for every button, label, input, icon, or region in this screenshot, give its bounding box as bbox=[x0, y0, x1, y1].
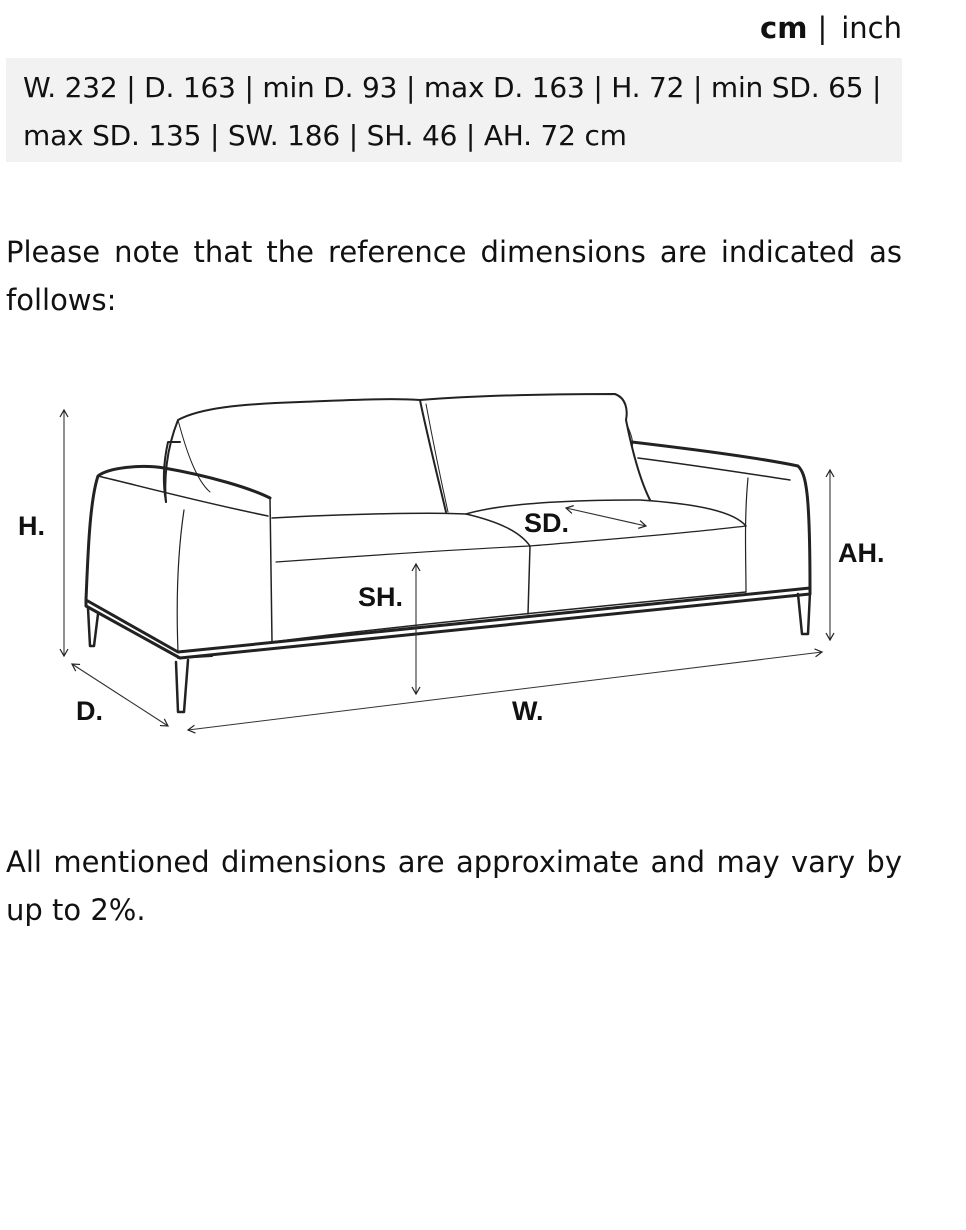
label-height: H. bbox=[18, 511, 45, 541]
dimensions-line-2: max SD. 135 | SW. 186 | SH. 46 | AH. 72 cm bbox=[23, 119, 627, 152]
label-arm-height: AH. bbox=[838, 538, 885, 568]
sofa-illustration bbox=[86, 394, 810, 712]
right-arm bbox=[632, 442, 810, 590]
leg-right bbox=[798, 592, 810, 634]
unit-separator: | bbox=[817, 11, 828, 45]
unit-cm-option[interactable]: cm bbox=[760, 11, 808, 45]
label-width: W. bbox=[512, 696, 544, 726]
reference-note: Please note that the reference dimensions are indicated as follows: bbox=[6, 235, 902, 317]
label-depth: D. bbox=[76, 696, 103, 726]
seat-cushion-right bbox=[466, 500, 746, 526]
dimension-lines bbox=[64, 410, 830, 730]
approximate-note: All mentioned dimensions are approximate and may vary by up to 2%. bbox=[6, 845, 902, 927]
dimensions-line-1: W. 232 | D. 163 | min D. 93 | max D. 163 | H. 72 | min SD. 65 | bbox=[23, 71, 882, 104]
label-seat-height: SH. bbox=[358, 582, 404, 612]
unit-toggle bbox=[760, 10, 902, 46]
label-seat-depth: SD. bbox=[524, 508, 570, 538]
leg-back-left bbox=[88, 608, 98, 646]
sofa-base bbox=[86, 588, 810, 658]
leg-front-left bbox=[176, 660, 188, 712]
dimensions-box bbox=[6, 58, 902, 162]
back-cushion-left bbox=[165, 399, 446, 512]
back-cushion-right bbox=[420, 394, 650, 500]
sofa-dimension-diagram bbox=[0, 380, 966, 750]
width-arrow bbox=[188, 652, 822, 730]
unit-inch-option[interactable]: inch bbox=[841, 11, 902, 45]
seat-depth-arrow bbox=[566, 508, 646, 526]
